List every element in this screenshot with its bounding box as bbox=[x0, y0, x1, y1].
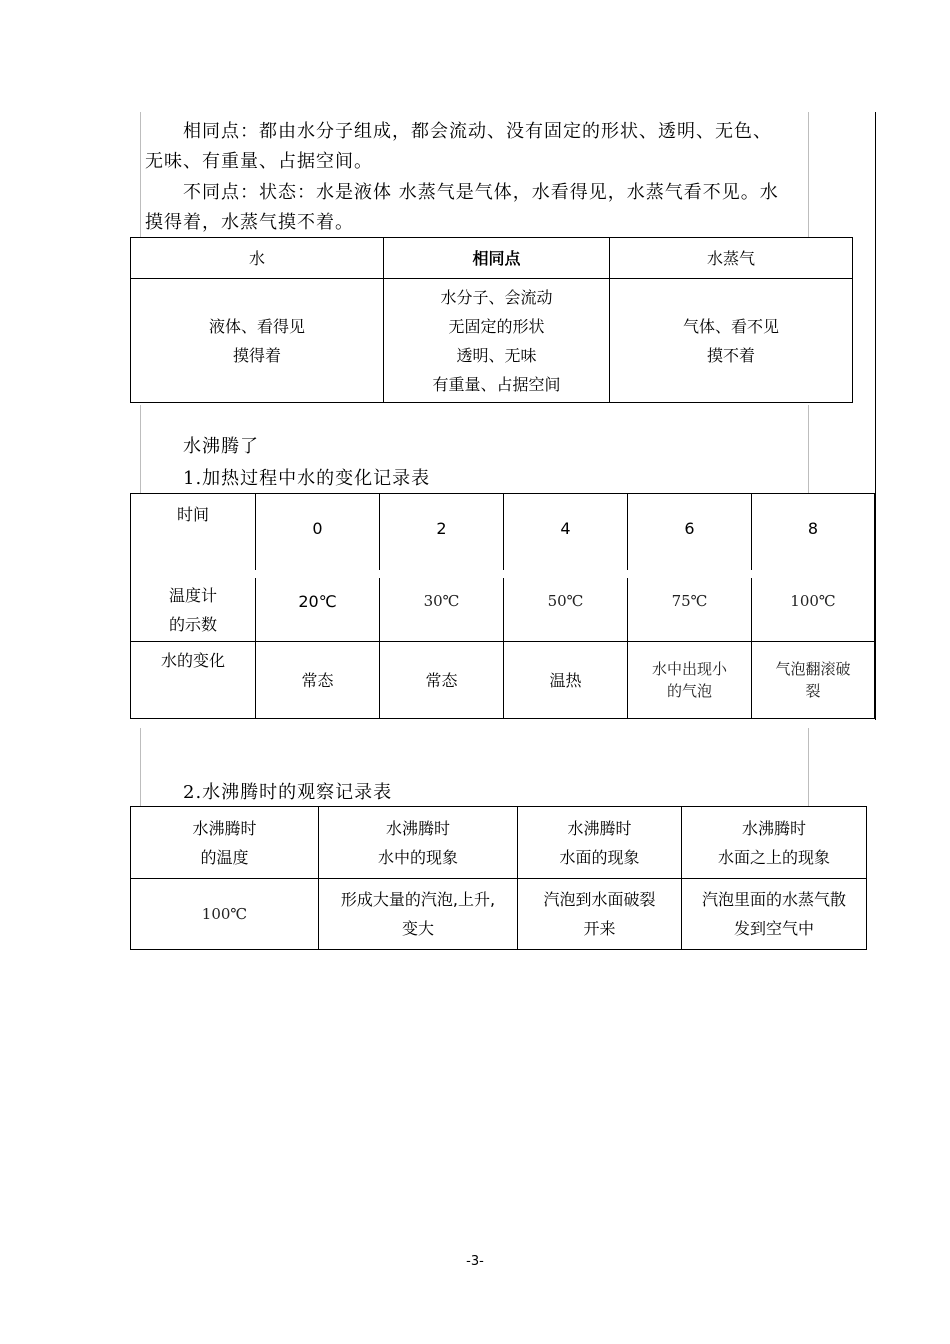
time-value: 2 bbox=[436, 519, 447, 538]
table1-gap bbox=[374, 570, 382, 578]
time-temp-cell bbox=[380, 494, 504, 642]
time-temp-cell bbox=[504, 494, 628, 642]
time-value: 8 bbox=[807, 519, 819, 538]
time-label: 时间 bbox=[176, 505, 209, 524]
temp-label-line: 温度计 bbox=[168, 586, 217, 605]
obs-header-line: 水沸腾时 bbox=[567, 818, 632, 838]
obs-value-cell bbox=[682, 879, 867, 950]
frame-line-left-top bbox=[140, 112, 141, 237]
compare-vapor-line: 摸不着 bbox=[706, 345, 755, 365]
compare-vapor-line: 气体、看不见 bbox=[682, 316, 779, 336]
change-value-line: 的气泡 bbox=[666, 682, 712, 700]
compare-water-line: 液体、看得见 bbox=[208, 316, 305, 336]
time-temp-cell bbox=[628, 494, 752, 642]
table1-caption: 1.加热过程中水的变化记录表 bbox=[183, 468, 431, 489]
change-label: 水的变化 bbox=[160, 651, 225, 670]
obs-header-cell bbox=[319, 807, 518, 879]
obs-value-cell bbox=[131, 879, 319, 950]
compare-cell-vapor bbox=[610, 279, 853, 403]
same-points-line-2: 无味、有重量、占据空间。 bbox=[145, 151, 373, 172]
temp-value: 75℃ bbox=[671, 592, 708, 610]
temp-value: 30℃ bbox=[423, 592, 460, 610]
time-temp-cell bbox=[256, 494, 380, 642]
temp-value: 20℃ bbox=[298, 592, 337, 611]
temp-value: 100℃ bbox=[790, 592, 836, 610]
change-cell bbox=[380, 642, 504, 719]
obs-header-line: 水沸腾时 bbox=[741, 818, 806, 838]
table2-caption: 2.水沸腾时的观察记录表 bbox=[183, 782, 393, 803]
obs-value-line: 汽泡里面的水蒸气散 bbox=[701, 890, 846, 909]
obs-header-line: 水面之上的现象 bbox=[717, 847, 830, 867]
time-value: 6 bbox=[684, 519, 695, 538]
obs-value-line: 汽泡到水面破裂 bbox=[543, 890, 656, 909]
table1-gap bbox=[746, 570, 754, 578]
frame-line-right-top bbox=[808, 112, 809, 237]
compare-header-vapor: 水蒸气 bbox=[610, 238, 853, 279]
change-value-line: 气泡翻滚破 bbox=[775, 660, 851, 678]
heating-record-table bbox=[130, 493, 875, 719]
change-cell bbox=[504, 642, 628, 719]
compare-table bbox=[130, 237, 853, 403]
obs-header-cell bbox=[518, 807, 682, 879]
obs-value-cell bbox=[518, 879, 682, 950]
diff-points-line-1: 不同点：状态：水是液体 水蒸气是气体，水看得见，水蒸气看不见。水 bbox=[183, 182, 779, 203]
temp-label-line: 的示数 bbox=[168, 615, 217, 634]
page-number: -3- bbox=[466, 1254, 484, 1269]
obs-header-line: 水沸腾时 bbox=[385, 818, 450, 838]
diff-points-line-2: 摸得着，水蒸气摸不着。 bbox=[145, 212, 354, 233]
table1-gap bbox=[250, 570, 258, 578]
obs-value-cell bbox=[319, 879, 518, 950]
obs-value-line: 形成大量的汽泡,上升, bbox=[340, 890, 496, 909]
time-value: 4 bbox=[560, 519, 571, 538]
change-cell bbox=[752, 642, 875, 719]
change-value-line: 水中出现小 bbox=[651, 660, 727, 678]
frame-line-left-low bbox=[140, 728, 141, 806]
compare-same-line: 透明、无味 bbox=[456, 345, 537, 365]
obs-value-line: 开来 bbox=[583, 919, 616, 938]
obs-header-line: 水沸腾时 bbox=[192, 818, 257, 838]
obs-value-line: 发到空气中 bbox=[733, 919, 814, 938]
change-value-line: 裂 bbox=[805, 682, 821, 700]
compare-cell-same bbox=[384, 279, 610, 403]
obs-value-line: 100℃ bbox=[201, 905, 248, 923]
frame-line-right-mid bbox=[808, 405, 809, 493]
section-title: 水沸腾了 bbox=[183, 436, 259, 457]
compare-cell-water bbox=[131, 279, 384, 403]
time-value: 0 bbox=[312, 519, 323, 538]
obs-value-line: 变大 bbox=[401, 919, 434, 938]
time-temp-cell bbox=[752, 494, 875, 642]
time-temp-label-cell bbox=[131, 494, 256, 642]
compare-same-line: 无固定的形状 bbox=[448, 316, 545, 336]
obs-header-line: 水面的现象 bbox=[559, 847, 640, 867]
same-points-line-1: 相同点：都由水分子组成，都会流动、没有固定的形状、透明、无色、 bbox=[183, 121, 772, 142]
obs-header-line: 的温度 bbox=[200, 847, 249, 867]
obs-header-line: 水中的现象 bbox=[377, 847, 458, 867]
compare-water-line: 摸得着 bbox=[232, 345, 281, 365]
obs-header-cell bbox=[131, 807, 319, 879]
compare-same-line: 水分子、会流动 bbox=[440, 287, 553, 307]
frame-line-right-low bbox=[808, 728, 809, 806]
compare-same-line: 有重量、占据空间 bbox=[432, 374, 561, 394]
table1-gap bbox=[622, 570, 630, 578]
change-label-cell bbox=[131, 642, 256, 719]
change-value: 常态 bbox=[425, 670, 458, 690]
compare-header-same: 相同点 bbox=[384, 238, 610, 279]
change-cell bbox=[628, 642, 752, 719]
change-value: 温热 bbox=[549, 670, 582, 690]
change-cell bbox=[256, 642, 380, 719]
compare-header-water: 水 bbox=[131, 238, 384, 279]
frame-line-outer-right bbox=[875, 112, 876, 720]
change-value: 常态 bbox=[301, 670, 334, 690]
frame-line-left-mid bbox=[140, 405, 141, 493]
boiling-observation-table bbox=[130, 806, 867, 950]
obs-header-cell bbox=[682, 807, 867, 879]
temp-value: 50℃ bbox=[547, 592, 584, 610]
table1-gap bbox=[498, 570, 506, 578]
